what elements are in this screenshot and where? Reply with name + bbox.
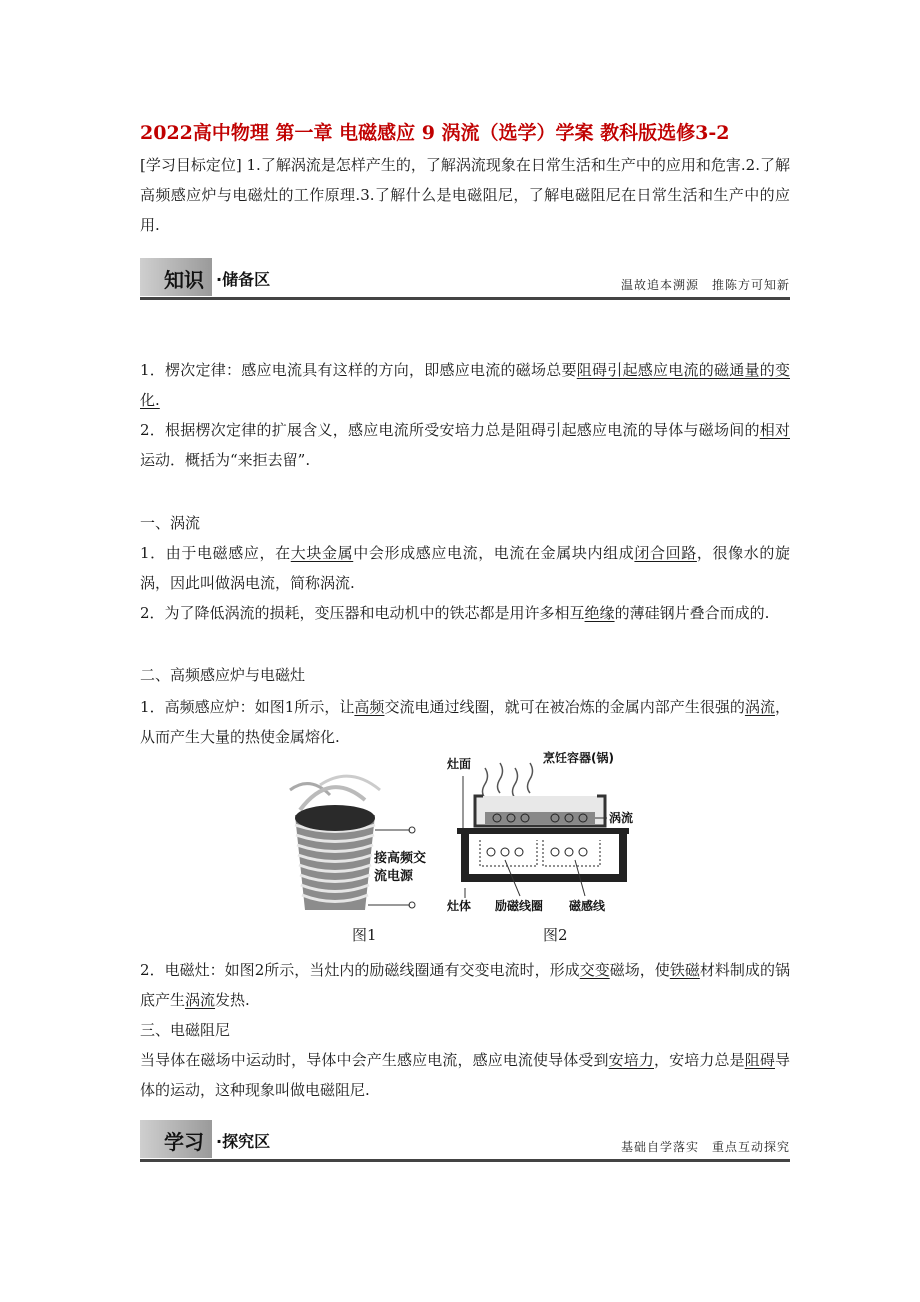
underlined-answer: 阻碍引起感应电流的磁通量的变化. <box>140 361 790 409</box>
banner-rule <box>140 297 790 300</box>
underlined-answer: 安培力 <box>608 1051 654 1069</box>
review-item-2 <box>140 415 790 475</box>
objectives-text: 1.了解涡流是怎样产生的，了解涡流现象在日常生活和生产中的应用和危害.2.了解高频感应炉与电磁灶的工作原理.3.了解什么是电磁阻尼，了解电磁阻尼在日常生活和生产中的应用. <box>140 156 790 234</box>
document-title: 2022高中物理 第一章 电磁感应 9 涡流（选学）学案 教科版选修3-2 <box>140 122 730 144</box>
text-run: 的薄硅钢片叠合而成的. <box>614 604 770 622</box>
underlined-answer: 铁磁 <box>669 961 700 979</box>
section-banner-study <box>140 1120 790 1162</box>
text-run: 2．为了降低涡流的损耗，变压器和电动机中的铁芯都是用许多相互 <box>140 604 585 622</box>
underlined-answer: 高频 <box>354 698 385 716</box>
fig2-label-body: 灶体 <box>447 899 472 913</box>
text-run: ，从而产生大量的热使金属熔化. <box>140 698 790 746</box>
fig2-label-eddy: 涡流 <box>609 811 634 825</box>
figure-2-induction-cooker <box>445 748 645 918</box>
section-heading-eddy: 一、涡流 <box>140 514 201 532</box>
text-run: ，很像水的旋涡，因此叫做涡电流，简称涡流. <box>140 544 790 592</box>
fig1-caption: 图1 <box>352 926 377 944</box>
underlined-answer: 绝缘 <box>584 604 615 622</box>
banner-rule <box>140 1159 790 1162</box>
text-run: 当导体在磁场中运动时，导体中会产生感应电流，感应电流使导体受到 <box>140 1051 609 1069</box>
eddy-item-2 <box>140 598 790 628</box>
text-run: ，安培力总是 <box>654 1051 745 1069</box>
text-run: 材料制成的锅底产生 <box>140 961 790 1009</box>
underlined-answer: 涡流 <box>744 698 775 716</box>
banner-big-text: 学习 <box>164 1130 204 1154</box>
underlined-answer: 涡流 <box>185 991 216 1009</box>
fig2-caption: 图2 <box>543 926 568 944</box>
banner-small-text: ·探究区 <box>216 1132 271 1151</box>
stove-item-2 <box>140 955 790 1015</box>
banner-small-text: ·储备区 <box>216 270 271 289</box>
underlined-answer: 闭合回路 <box>634 544 697 562</box>
underlined-answer: 阻碍 <box>744 1051 775 1069</box>
damping-paragraph <box>140 1045 790 1105</box>
fig2-label-field: 磁感线 <box>569 899 606 913</box>
fig2-label-pot: 烹饪容器(锅) <box>543 751 614 765</box>
furnace-item-1 <box>140 692 790 752</box>
section-banner-knowledge <box>140 258 790 300</box>
underlined-answer: 交变 <box>579 961 610 979</box>
section-heading-furnace: 二、高频感应炉与电磁灶 <box>140 666 306 684</box>
banner-motto: 基础自学落实 重点互动探究 <box>620 1140 790 1154</box>
text-run: 磁场，使 <box>609 961 670 979</box>
fig2-label-coil: 励磁线圈 <box>495 899 544 913</box>
text-run: 发热. <box>215 991 250 1009</box>
objectives-label: [学习目标定位] <box>140 156 242 174</box>
text-run: 运动．概括为“来拒去留”. <box>140 451 311 469</box>
text-run: 1．由于电磁感应，在 <box>140 544 291 562</box>
underlined-answer: 大块金属 <box>290 544 354 562</box>
fig1-label-1: 接高频交 <box>374 851 427 866</box>
text-run: 导体的运动，这种现象叫做电磁阻尼. <box>140 1051 790 1099</box>
learning-objectives <box>140 150 790 240</box>
text-run: 1．高频感应炉：如图1所示，让 <box>140 698 355 716</box>
underlined-answer: 相对 <box>759 421 790 439</box>
fig2-label-stove-top: 灶面 <box>447 757 472 771</box>
text-run: 2．根据楞次定律的扩展含义，感应电流所受安培力总是阻碍引起感应电流的导体与磁场间的 <box>140 421 760 439</box>
section-heading-damping: 三、电磁阻尼 <box>140 1021 231 1039</box>
eddy-item-1 <box>140 538 790 598</box>
fig1-label-2: 流电源 <box>374 869 414 884</box>
banner-motto: 温故追本溯源 推陈方可知新 <box>620 278 790 292</box>
text-run: 2．电磁灶：如图2所示，当灶内的励磁线圈通有交变电流时，形成 <box>140 961 580 979</box>
text-run: 1．楞次定律：感应电流具有这样的方向，即感应电流的磁场总要 <box>140 361 577 379</box>
banner-big-text: 知识 <box>164 268 204 292</box>
figure-1-induction-furnace <box>270 770 440 920</box>
text-run: 中会形成感应电流，电流在金属块内组成 <box>353 544 635 562</box>
text-run: 交流电通过线圈，就可在被冶炼的金属内部产生很强的 <box>384 698 745 716</box>
review-item-1 <box>140 355 790 415</box>
